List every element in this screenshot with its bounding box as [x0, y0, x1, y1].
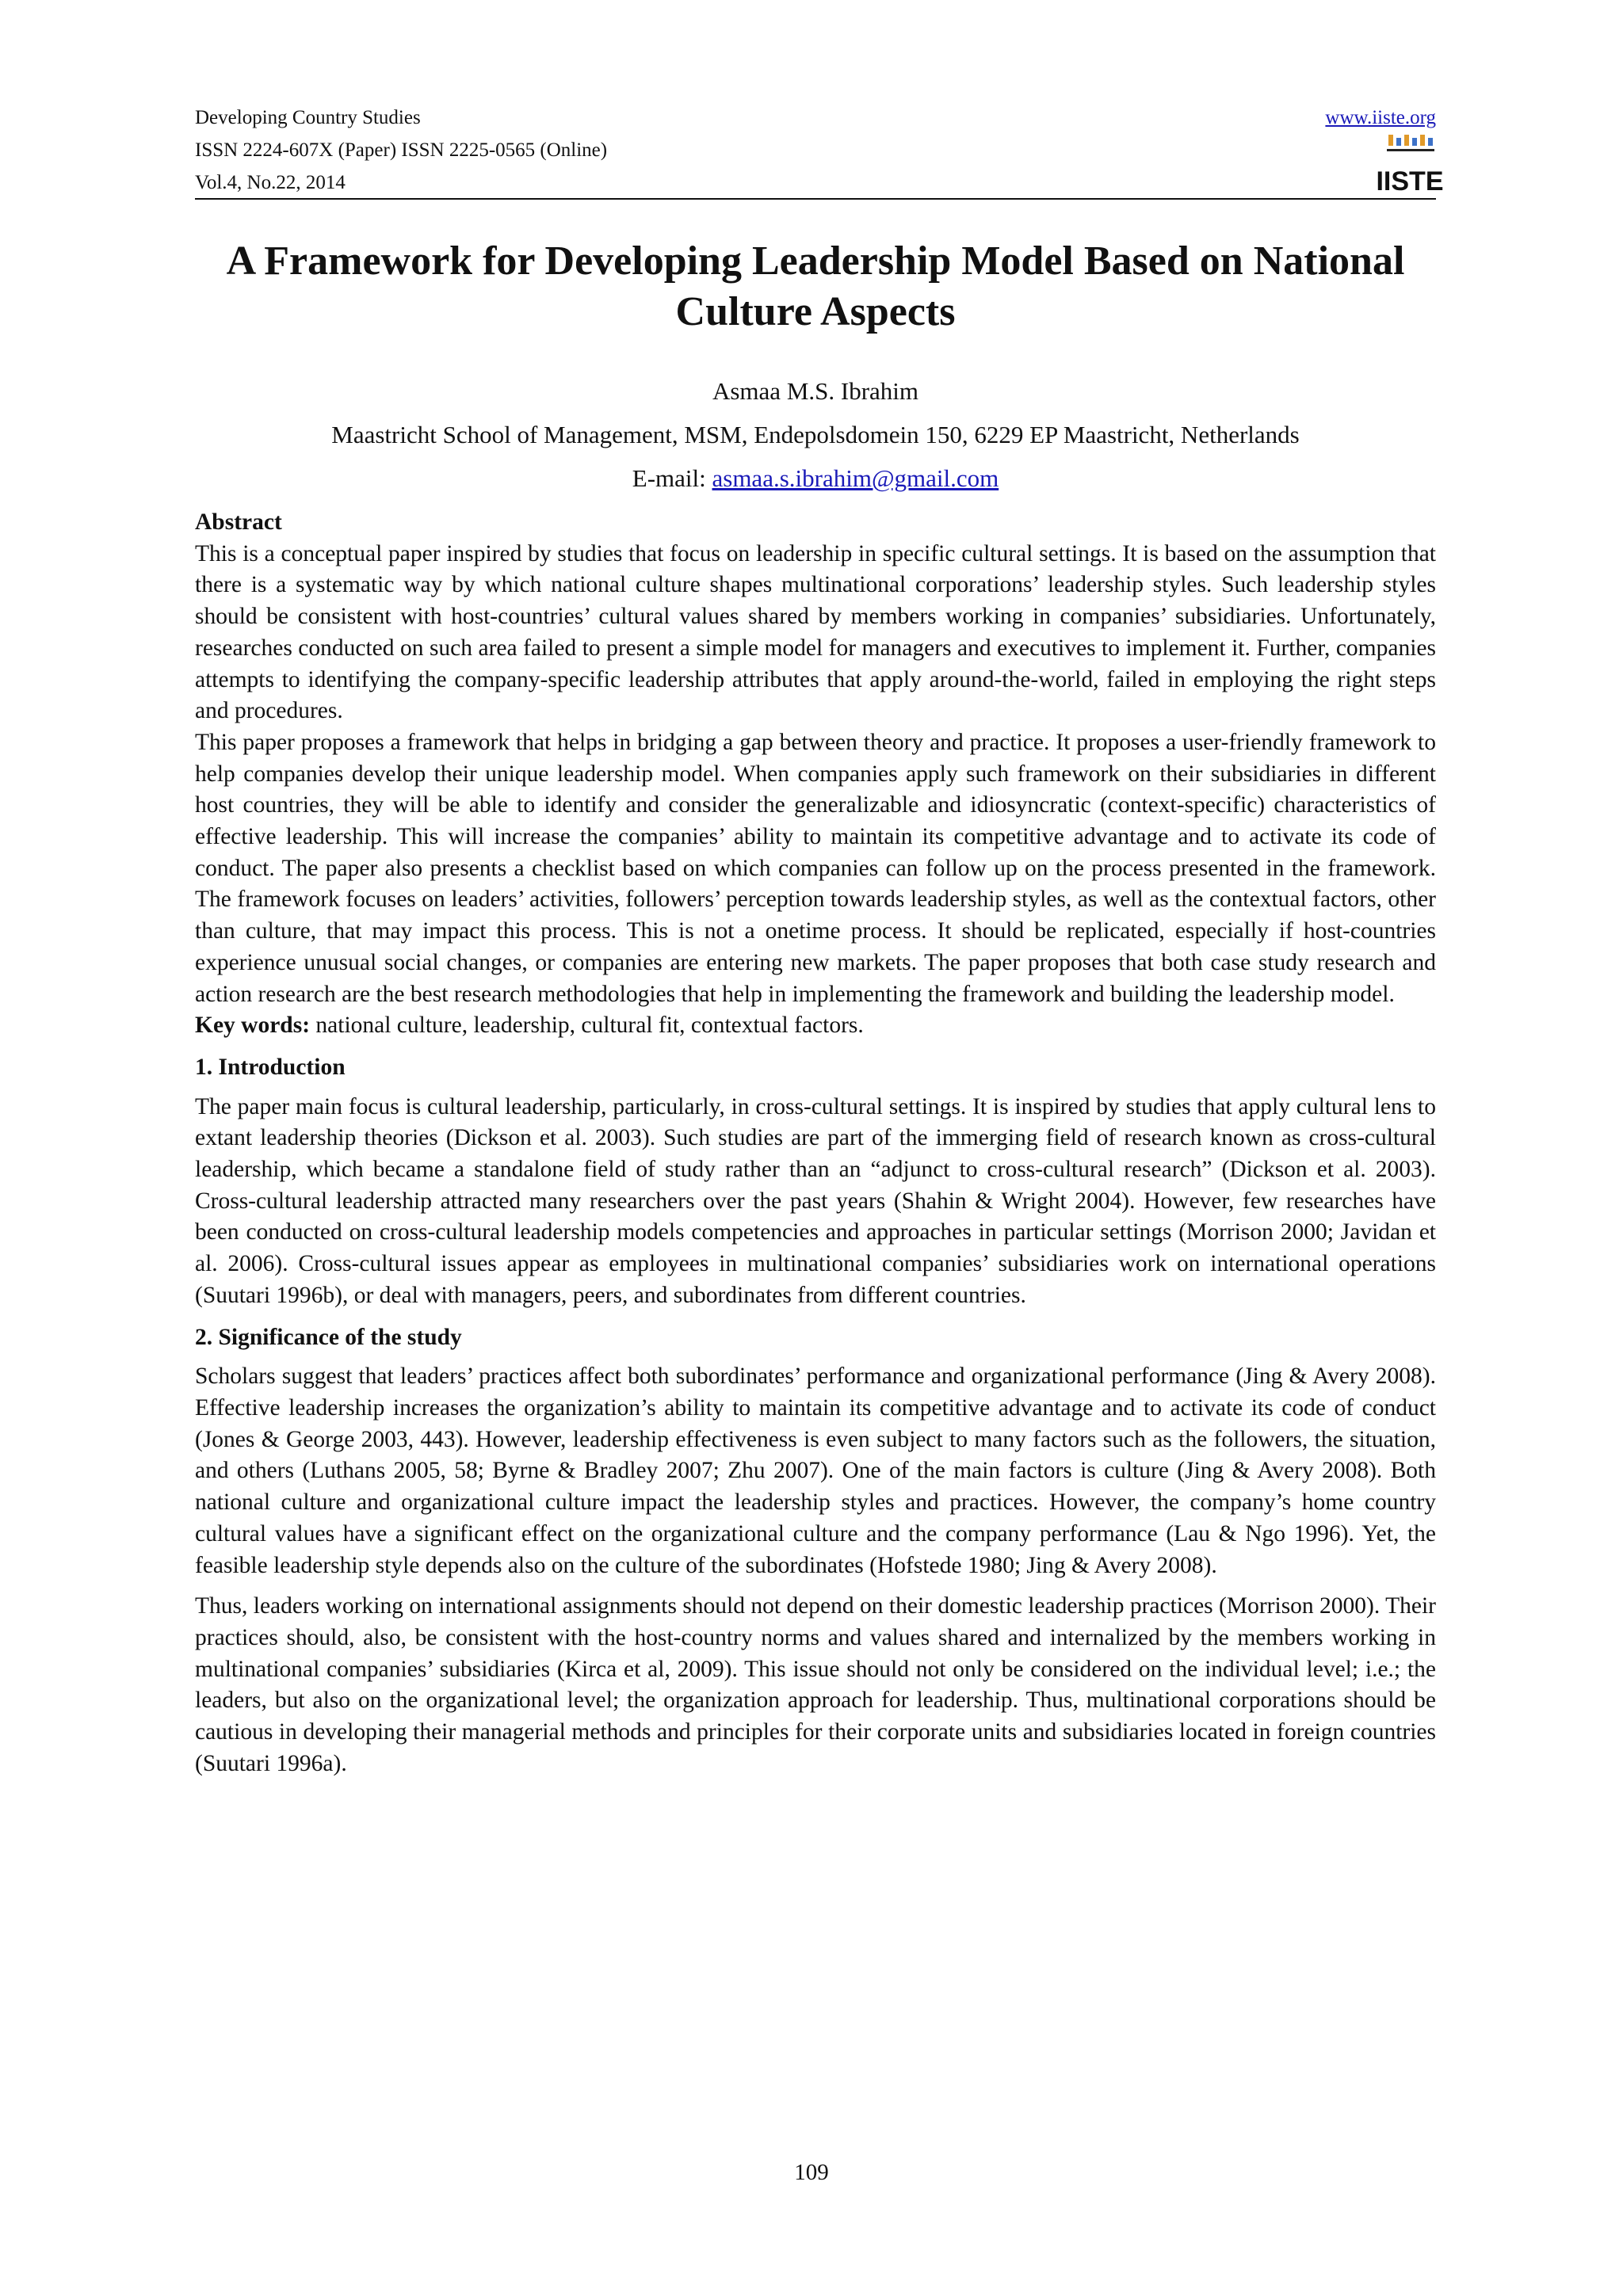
abstract-paragraph-1: This is a conceptual paper inspired by studies that focus on leadership in specific cultural settings. It is based on the assumption that there is a systematic way by which national culture shapes multinational corporations’ leadership styles. Such leadership styles should be consistent with host-countries’ cultural values shared by members working in companies’ subsidiaries. Unfortunately, researches conducted on such area failed to present a simple model for managers and executives to implement it. Further, companies attempts to identifying the company-specific leadership attributes that apply around-the-world, failed in employing the right steps and procedures. [195, 540, 1436, 724]
paper-body [195, 507, 1436, 1779]
paper-title: A Framework for Developing Leadership Model Based on National Culture Aspects [226, 238, 1405, 334]
journal-url-link[interactable]: www.iiste.org [1325, 107, 1436, 128]
abstract-paragraph-2: This paper proposes a framework that helps in bridging a gap between theory and practice. It proposes a user-friendly framework to help companies develop their unique leadership model. When companies apply such framework on their subsidiaries in different host countries, they will be able to identify and consider the generalizable and idiosyncratic (context-specific) characteristics of effective leadership. This will increase the companies’ ability to maintain its competitive advantage and to activate its code of conduct. The paper also presents a checklist based on which companies can follow up on the process presented in the framework. The framework focuses on leaders’ activities, followers’ perception towards leadership styles, as well as the contextual factors, other than culture, that may impact this process. This is not a onetime process. It should be replicated, especially if host-countries experience unusual social changes, or companies are entering new markets. The paper proposes that both case study research and action research are the best research methodologies that help in implementing the framework and building the leadership model. [195, 729, 1436, 1007]
keywords-text: national culture, leadership, cultural fit, contextual factors. [310, 1013, 864, 1039]
journal-name: Developing Country Studies [195, 107, 421, 128]
abstract-heading: Abstract [195, 509, 282, 535]
significance-paragraph-2: Thus, leaders working on international assignments should not depend on their domestic leadership practices (Morrison 2000). Their practices should, also, be consistent with the host-country norms and values shared and internalized by the members working in multinational companies’ subsidiaries (Kirca et al, 2009). This issue should not only be considered on the individual level; i.e.; the leaders, but also on the organizational level; the organization approach for leadership. Thus, multinational corporations should be cautious in developing their managerial methods and principles for their corporate units and subsidiaries located in foreign countries (Suutari 1996a). [195, 1593, 1436, 1776]
email-label: E-mail: [632, 464, 706, 492]
logo-wordmark: IISTE [1376, 166, 1444, 196]
keywords-line [195, 1010, 1436, 1042]
header-rule [195, 198, 1436, 200]
section-heading-introduction: 1. Introduction [195, 1054, 346, 1080]
iiste-logo [1376, 135, 1444, 198]
page-number: 109 [794, 2160, 829, 2185]
issn: ISSN 2224-607X (Paper) ISSN 2225-0565 (Online) [195, 139, 608, 161]
keywords-label: Key words: [195, 1013, 311, 1039]
section-heading-significance: 2. Significance of the study [195, 1324, 462, 1350]
author-block [195, 369, 1436, 500]
author-name: Asmaa M.S. Ibrahim [712, 377, 919, 405]
author-affiliation: Maastricht School of Management, MSM, Endepolsdomein 150, 6229 EP Maastricht, Netherlands [331, 421, 1300, 448]
introduction-paragraph: The paper main focus is cultural leadership, particularly, in cross-cultural settings. It is inspired by studies that apply cultural lens to extant leadership theories (Dickson et al. 2003). Such studies are part of the immerging field of research known as cross-cultural leadership, which became a standalone field of study rather than an “adjunct to cross-cultural research” (Dickson et al. 2003). Cross-cultural leadership attracted many researchers over the past years (Shahin & Wright 2004). However, few researches have been conducted on cross-cultural leadership models competencies and approaches in particular settings (Morrison 2000; Javidan et al. 2006). Cross-cultural issues appear as employees in multinational companies’ subsidiaries work on international operations (Suutari 1996b), or deal with managers, peers, and subordinates from different countries. [195, 1093, 1436, 1308]
significance-paragraph-1: Scholars suggest that leaders’ practices affect both subordinates’ performance and organizational performance (Jing & Avery 2008). Effective leadership increases the organization’s ability to maintain its competitive advantage and to activate its code of conduct (Jones & George 2003, 443). However, leadership effectiveness is even subject to many factors such as the followers, the situation, and others (Luthans 2005, 58; Byrne & Bradley 2007; Zhu 2007). One of the main factors is culture (Jing & Avery 2008). Both national culture and organizational culture impact the leadership styles and practices. However, the company’s home country cultural values have a significant effect on the organizational culture and the company performance (Lau & Ngo 1996). Yet, the feasible leadership style depends also on the culture of the subordinates (Hofstede 1980; Jing & Avery 2008). [195, 1363, 1436, 1578]
journal-header [195, 103, 1444, 198]
author-email-line [195, 456, 1436, 500]
email-link[interactable]: asmaa.s.ibrahim@gmail.com [712, 464, 999, 492]
volume-issue: Vol.4, No.22, 2014 [195, 172, 346, 193]
